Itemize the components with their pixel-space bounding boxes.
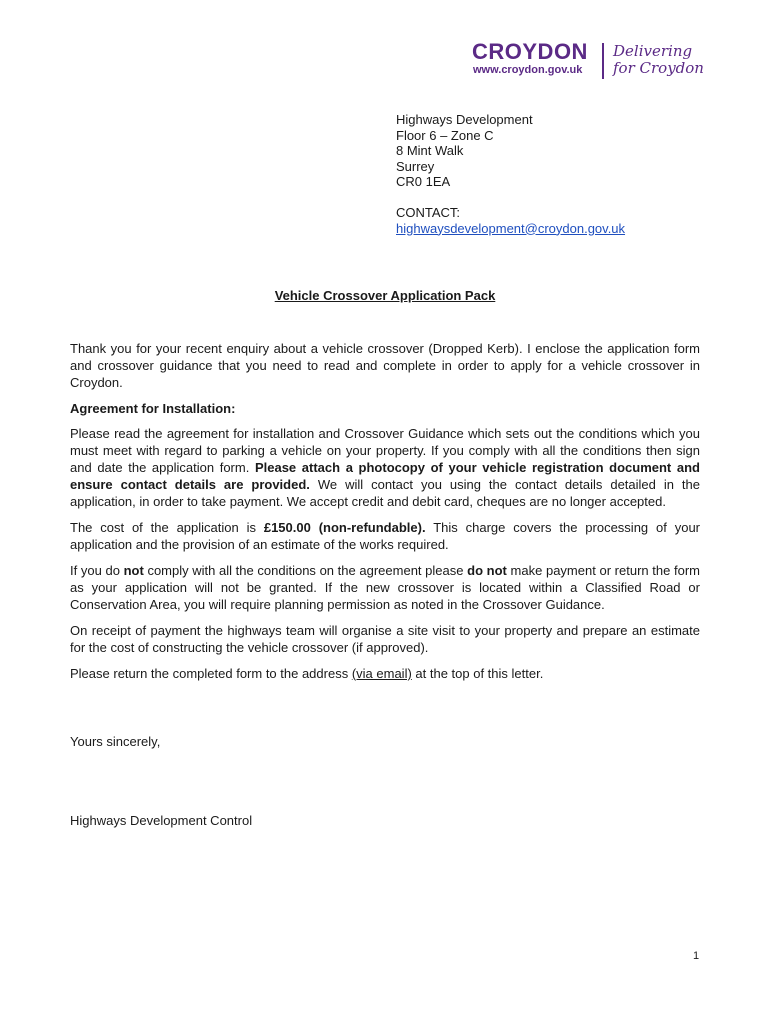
address-line-3: 8 Mint Walk (396, 143, 464, 158)
cost-paragraph: The cost of the application is £150.00 (non-refundable). This charge covers the processing of your application and the provision of an estimate of the works required. (70, 520, 701, 552)
address-line-5: CR0 1EA (396, 174, 451, 189)
intro-paragraph: Thank you for your recent enquiry about a vehicle crossover (Dropped Kerb). I enclose the application form and crossover guidance that you need to read and complete in order to apply for a vehicle crossover in Croydon. (70, 341, 700, 390)
sender-address (396, 112, 625, 236)
logo-wordmark: CROYDON (472, 39, 588, 64)
letter-title: Vehicle Crossover Application Pack (274, 288, 496, 303)
page-number: 1 (693, 950, 700, 962)
closing-salutation: Yours sincerely, (70, 734, 161, 749)
address-line-1: Highways Development (396, 112, 533, 127)
croydon-logo (472, 40, 712, 82)
logo-url: www.croydon.gov.uk (473, 64, 583, 76)
contact-email-link[interactable]: highwaysdevelopment@croydon.gov.uk (396, 220, 626, 236)
agreement-heading: Agreement for Installation: (70, 401, 236, 416)
address-line-2: Floor 6 – Zone C (396, 127, 494, 143)
logo-tagline-2: for Croydon (613, 59, 704, 77)
agreement-paragraph: Please read the agreement for installation and Crossover Guidance which sets out the conditions which you must meet with regard to parking a vehicle on your property. If you comply with all the conditions then sign and date the application form. Please attach a photocopy of your vehicle registration document and ensure contact details are provided. We will contact you using the contact details detailed in the application, in order to take payment. We accept credit and debit card, cheques are no longer accepted. (70, 426, 700, 509)
logo-divider (602, 43, 604, 79)
via-email-text: (via email) (351, 666, 412, 681)
return-paragraph: Please return the completed form to the address (via email) at the top of this letter. (70, 666, 544, 681)
address-line-4: Surrey (396, 158, 435, 174)
letter-body (70, 340, 700, 691)
contact-label: CONTACT: (396, 205, 461, 220)
signoff: Highways Development Control (70, 813, 253, 828)
site-visit-paragraph: On receipt of payment the highways team will organise a site visit to your property and prepare an estimate for the cost of constructing the vehicle crossover (if approved). (70, 623, 700, 655)
conditions-paragraph: If you do not comply with all the conditions on the agreement please do not make payment or return the form as your application will not be granted. If the new crossover is located within a Classified Road or Conservation Area, you will require planning permission as noted in the Crossover Guidance. (70, 563, 700, 612)
logo-tagline-1: Delivering (613, 42, 693, 60)
address-spacer (396, 190, 625, 206)
